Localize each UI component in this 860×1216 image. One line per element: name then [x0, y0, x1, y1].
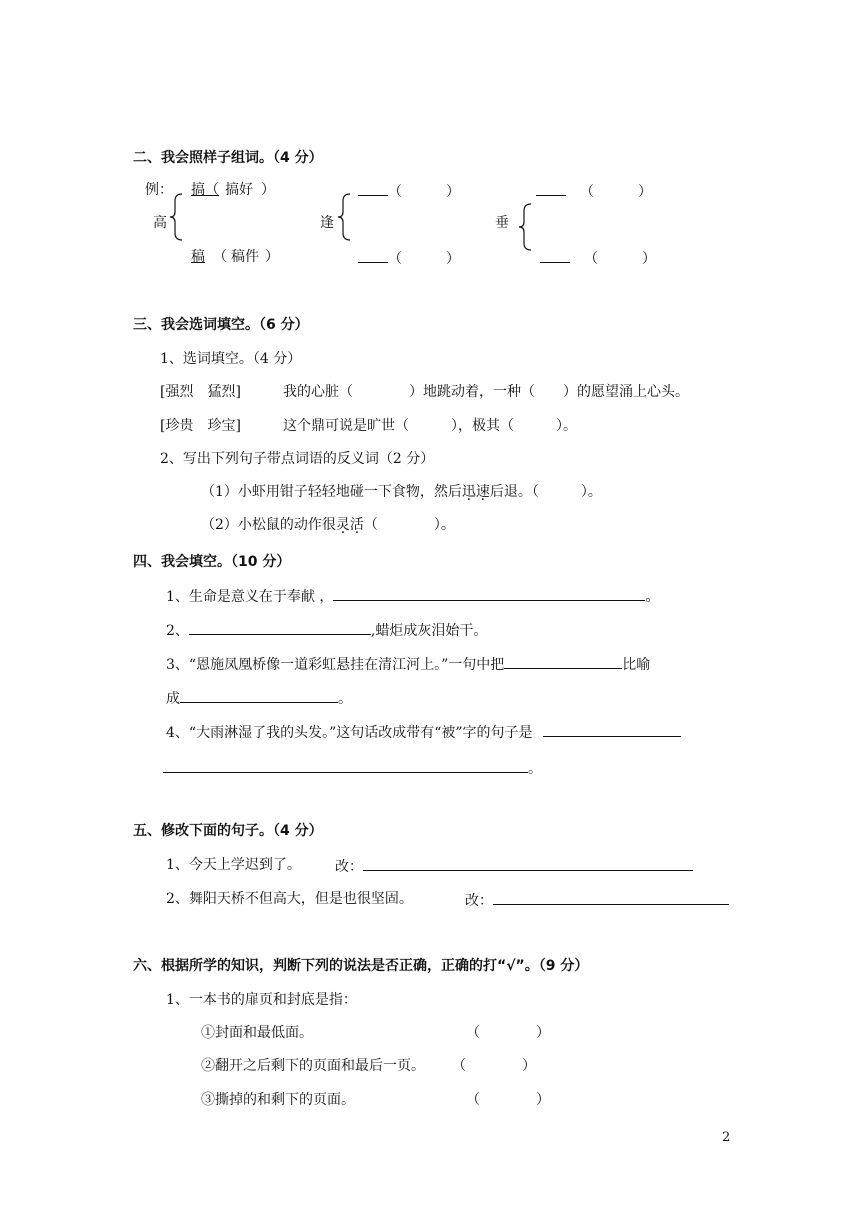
example-char: 高 — [153, 215, 167, 231]
answer-line[interactable] — [363, 856, 693, 871]
group-chui-char: 垂 — [495, 215, 509, 231]
brace-icon — [168, 193, 184, 241]
s4-q2: 2、 ,蜡炬成灰泪始干。 — [166, 620, 487, 640]
example-top-close: ） — [261, 182, 275, 198]
s6-option-3: ③撕掉的和剩下的页面。 — [201, 1092, 355, 1108]
example-bottom-char: 稿 — [191, 249, 205, 265]
group-chui-top: （ ） — [536, 181, 652, 201]
answer-line[interactable] — [333, 586, 645, 601]
page-number: 2 — [722, 1130, 731, 1145]
example-bottom-word: 稿件 — [231, 249, 259, 265]
s3-q1: 1、选词填空。（4 分） — [160, 351, 302, 367]
s6-q1: 1、一本书的扉页和封底是指： — [166, 992, 357, 1008]
example-bottom-open: （ — [213, 249, 227, 265]
section-6-title: 六、根据所学的知识，判断下列的说法是否正确，正确的打“√”。（9 分） — [133, 958, 589, 974]
example-label: 例： — [145, 182, 173, 198]
s4-q4: 4、“大雨淋湿了我的头发。”这句话改成带有“被”字的句子是 — [166, 722, 681, 742]
s3-sentence-1: 我的心脏（ ）地跳动着，一种（ ）的愿望涌上心头。 — [283, 384, 689, 400]
group-feng-char: 逢 — [320, 215, 334, 231]
s6-paren-3[interactable]: （ ） — [466, 1092, 550, 1108]
answer-line[interactable] — [189, 620, 371, 635]
s4-q3: 3、“恩施凤凰桥像一道彩虹悬挂在清江河上。”一句中把 比喻 — [166, 654, 650, 674]
group-chui-bottom: （ ） — [540, 248, 656, 268]
s6-option-1: ①封面和最低面。 — [201, 1025, 313, 1041]
s4-q1: 1、生命是意义在于奉献 ， 。 — [166, 586, 659, 606]
brace-icon — [336, 193, 352, 241]
example-top-open: （ — [205, 182, 219, 198]
s5-q2: 2、舞阳天桥不但高大，但是也很坚固。 — [166, 891, 413, 907]
example-top-char: 搞 — [191, 182, 205, 198]
blank[interactable] — [358, 181, 388, 196]
group-feng-top: （ ） — [358, 181, 460, 201]
s6-paren-2[interactable]: （ ） — [452, 1058, 536, 1074]
s5-q2-fix: 改： — [465, 890, 729, 910]
example-top-word: 搞好 — [225, 182, 253, 198]
group-feng-bottom: （ ） — [358, 248, 460, 268]
s3-q2-2: （2）小松鼠的动作很灵活（ ）。 — [201, 517, 455, 533]
example-top-entry — [183, 181, 275, 199]
example-bottom-entry — [183, 248, 279, 266]
section-4-title: 四、我会填空。（10 分） — [133, 554, 291, 570]
s3-option-2: [珍贵 珍宝] — [160, 418, 241, 434]
blank[interactable] — [358, 248, 388, 263]
blank[interactable] — [536, 181, 566, 196]
blank[interactable] — [540, 248, 570, 263]
s4-q3-line2: 成 。 — [166, 688, 352, 708]
section-5-title: 五、修改下面的句子。（4 分） — [133, 823, 323, 839]
section-3-title: 三、我会选词填空。（6 分） — [133, 317, 309, 333]
s5-q1-fix: 改： — [335, 856, 693, 876]
answer-line[interactable] — [504, 654, 622, 669]
s4-q4-line2: 。 — [163, 758, 542, 778]
s3-sentence-2: 这个鼎可说是旷世（ ），极其（ ）。 — [283, 418, 577, 434]
answer-line[interactable] — [163, 758, 528, 773]
s3-q2: 2、写出下列句子带点词语的反义词（2 分） — [160, 451, 435, 467]
s5-q1: 1、今天上学迟到了。 — [166, 857, 301, 873]
s3-option-1: [强烈 猛烈] — [160, 384, 241, 400]
answer-line[interactable] — [180, 688, 338, 703]
s6-option-2: ②翻开之后剩下的页面和最后一页。 — [201, 1058, 425, 1074]
section-2-title: 二、我会照样子组词。（4 分） — [133, 150, 323, 166]
brace-icon — [517, 203, 533, 251]
answer-line[interactable] — [543, 722, 681, 737]
example-bottom-close: ） — [265, 249, 279, 265]
answer-line[interactable] — [493, 890, 729, 905]
s3-q2-1: （1）小虾用钳子轻轻地碰一下食物，然后迅速后退。（ ）。 — [201, 484, 602, 500]
s6-paren-1[interactable]: （ ） — [466, 1025, 550, 1041]
